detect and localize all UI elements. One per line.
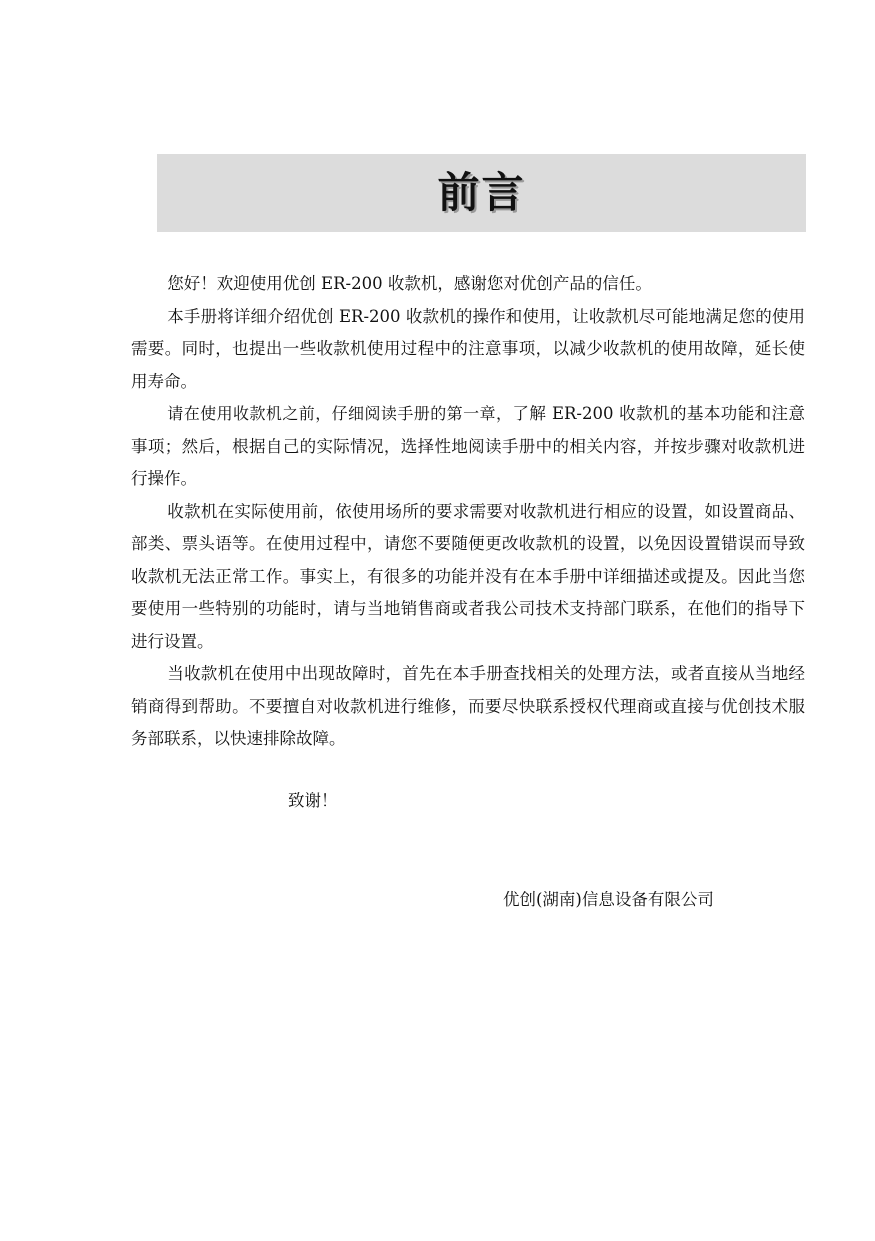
paragraph-intro [131,301,805,399]
closing-thanks: 致谢！ [288,791,338,810]
emphasis-text: 请在使用收款机之前，仔细阅读手册的第一章， [167,404,513,423]
paragraph-text: 您好！欢迎使用优创 ER-200 收款机，感谢您对优创产品的信任。 [167,274,652,293]
paragraph-settings [131,496,805,659]
paragraph-text: 了解 ER-200 收款机的基本功能和注意事项；然后，根据自己的实际情况，选择性地阅读手册中的相关内容，并按步骤对收款机进行操作。 [131,404,805,488]
paragraph-text: 本手册将详细介绍优创 ER-200 收款机的操作和使用，让收款机尽可能地满足您的使用需要。同时，也提出一些收款机使用过程中的注意事项，以减少收款机的使用故障，延长使用寿命。 [131,306,805,391]
page-title: 前言 [437,168,526,217]
paragraph-troubleshooting [131,658,805,756]
title-banner [157,154,806,232]
preface-body [131,268,805,756]
company-signature: 优创(湖南)信息设备有限公司 [503,890,714,909]
paragraph-read-first [131,398,805,496]
paragraph-greeting [131,268,805,301]
paragraph-text: 收款机在实际使用前，依使用场所的要求需要对收款机进行相应的设置，如设置商品、部类、票头语等。在使用过程中，请您不要随便更改收款机的设置，以免因设置错误而导致收款机无法正常工作。事实上，有很多的功能并没有在本手册中详细描述或提及。因此当您要使用一些特别的功能时，请与当地销售商或者我公司技术支持部门联系，在他们的指导下进行设置。 [131,501,805,651]
paragraph-text: 当收款机在使用中出现故障时，首先在本手册查找相关的处理方法，或者直接从当地经销商得到帮助。不要擅自对收款机进行维修，而要尽快联系授权代理商或直接与优创技术服务部联系，以快速排除故障。 [131,664,805,748]
